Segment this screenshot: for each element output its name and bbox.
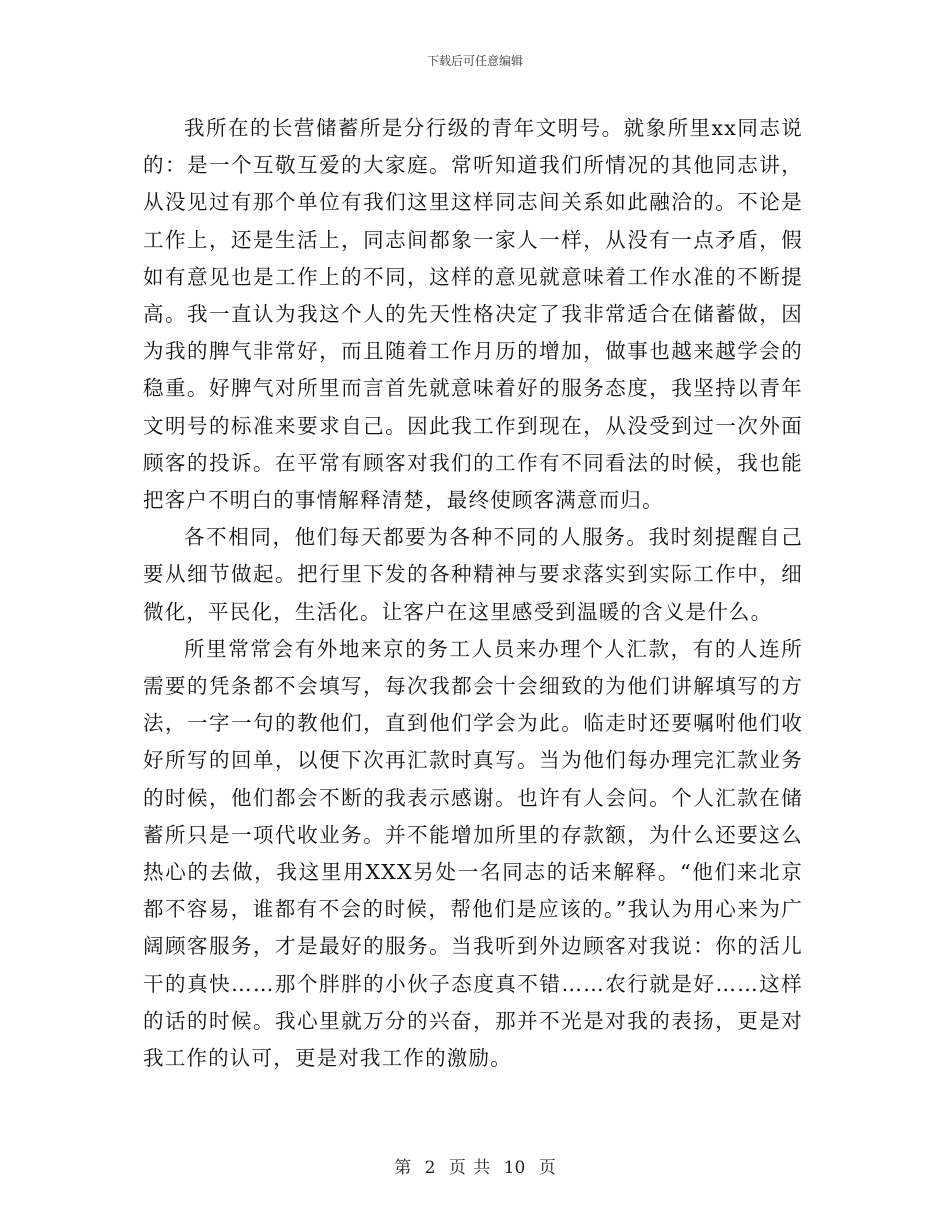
footer-total-pages: 10 xyxy=(503,1158,526,1178)
footer-middle: 页 共 xyxy=(448,1158,491,1178)
document-body xyxy=(143,110,803,1077)
footer-current-page: 2 xyxy=(424,1158,436,1178)
paragraph-3: 所里常常会有外地来京的务工人员来办理个人汇款，有的人连所需要的凭条都不会填写，每次我都会十会细致的为他们讲解填写的方法，一字一句的教他们，直到他们学会为此。临走时还要嘱咐他们收好所写的回单，以便下次再汇款时真写。当为他们每办理完汇款业务的时候，他们都会不断的我表示感谢。也许有人会问。个人汇款在储蓄所只是一项代收业务。并不能增加所里的存款额，为什么还要这么热心的去做，我这里用XXX另处一名同志的话来解释。“他们来北京都不容易，谁都有不会的时候，帮他们是应该的。”我认为用心来为广阔顾客服务，才是最好的服务。当我听到外边顾客对我说：你的活儿干的真快……那个胖胖的小伙子态度真不错……农行就是好……这样的话的时候。我心里就万分的兴奋，那并不光是对我的表扬，更是对我工作的认可，更是对我工作的激励。 xyxy=(143,636,803,1071)
page-header-note: 下载后可任意编辑 xyxy=(426,54,523,68)
paragraph-2: 各不相同，他们每天都要为各种不同的人服务。我时刻提醒自己要从细节做起。把行里下发的各种精神与要求落实到实际工作中，细微化，平民化，生活化。让客户在这里感受到温暖的含义是什么。 xyxy=(143,525,803,624)
footer-prefix: 第 xyxy=(394,1158,412,1178)
page-number-footer xyxy=(0,1153,950,1178)
paragraph-1: 我所在的长营储蓄所是分行级的青年文明号。就象所里xx同志说的：是一个互敬互爱的大家庭。常听知道我们所情况的其他同志讲，从没见过有那个单位有我们这里这样同志间关系如此融洽的。不论是工作上，还是生活上，同志间都象一家人一样，从没有一点矛盾，假如有意见也是工作上的不同，这样的意见就意味着工作水准的不断提高。我一直认为我这个人的先天性格决定了我非常适合在储蓄做，因为我的脾气非常好，而且随着工作月历的增加，做事也越来越学会的稳重。好脾气对所里而言首先就意味着好的服务态度，我坚持以青年文明号的标准来要求自己。因此我工作到现在，从没受到过一次外面顾客的投诉。在平常有顾客对我们的工作有不同看法的时候，我也能把客户不明白的事情解释清楚，最终使顾客满意而归。 xyxy=(143,116,803,513)
footer-suffix: 页 xyxy=(538,1158,556,1178)
